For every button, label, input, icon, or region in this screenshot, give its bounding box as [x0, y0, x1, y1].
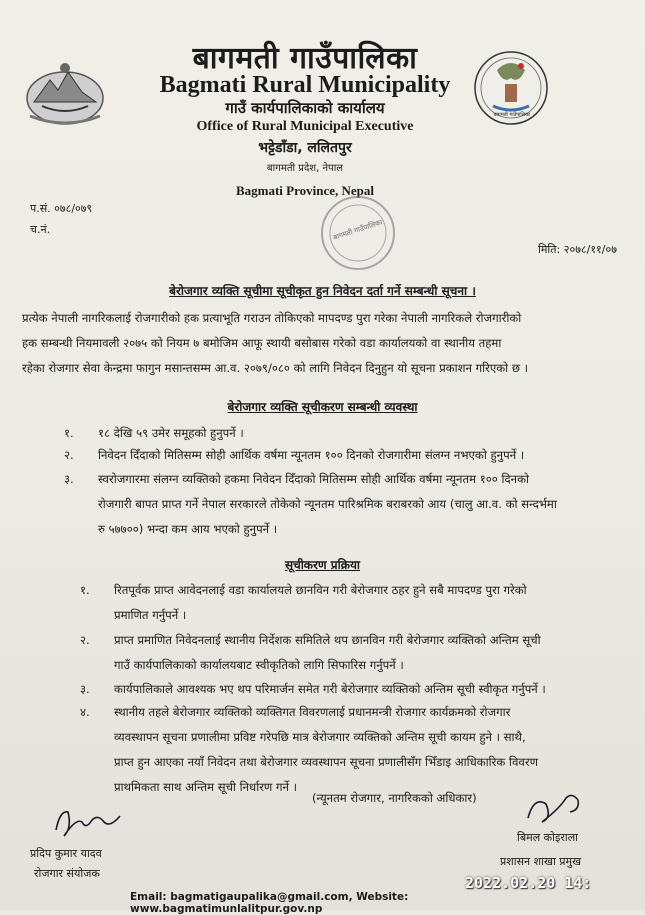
signatory-right-title: प्रशासन शाखा प्रमुख — [500, 855, 582, 868]
item-text: रोजगारी बापत प्राप्त गर्ने नेपाल सरकारले तोकेको न्यूनतम पारिश्रमिक बराबरको आय (चालु आ.व. को सन्दर्भमा — [98, 497, 557, 511]
email-link[interactable]: bagmatigaupalika@gmail.com, — [170, 891, 353, 903]
item-text: निवेदन दिँदाको मितिसम्म सोही आर्थिक वर्षमा न्यूनतम १०० दिनको रोजगारीमा संलग्न नभएको हुनुपर्ने । — [98, 448, 525, 462]
item-number: २. — [80, 633, 90, 647]
notice-title: बेरोजगार व्यक्ति सूचीमा सूचीकृत हुन निवेदन दर्ता गर्ने सम्बन्धी सूचना । — [169, 284, 476, 298]
item-text: रितपूर्वक प्राप्त आवेदनलाई वडा कार्यालयले छानविन गरी बेरोजगार ठहर हुने सबै मापदण्ड पुरा गरेको — [114, 583, 527, 597]
item-number: २. — [64, 448, 74, 462]
paragraph-line: रहेका रोजगार सेवा केन्द्रमा फागुन मसान्तसम्म आ.व. २०७९/०८० को लागि निवेदन दिनुहुन यो सूचना प्रकाशन गरिएको छ । — [22, 361, 529, 375]
item-text: १८ देखि ५९ उमेर समूहको हुनुपर्ने । — [98, 426, 244, 440]
item-text: व्यवस्थापन सूचना प्रणालीमा प्रविष्ट गरेपछि मात्र बेरोजगार व्यक्तिको अन्तिम सूची कायम हुने । साथै, — [114, 730, 526, 744]
signatory-left-title: रोजगार संयोजक — [34, 867, 100, 880]
office-name-en: Office of Rural Municipal Executive — [196, 119, 414, 134]
list-item — [80, 578, 630, 628]
footer-contact — [130, 891, 530, 915]
logo-caption: बागमती गाउँपालिका — [493, 112, 531, 118]
list-item — [80, 700, 630, 800]
item-text: प्राप्त प्रमाणित निवेदनलाई स्थानीय निर्देशक समितिले थप छानविन गरी बेरोजगार व्यक्तिको अन्तिम सूची — [114, 633, 541, 647]
paragraph-line: प्रत्येक नेपाली नागरिकलाई रोजगारीको हक प्रत्याभूति गराउन तोकिएको मापदण्ड पुरा गरेका नेपाली नागरिकले रोजगारीको — [22, 311, 522, 325]
office-name-np: गाउँ कार्यपालिकाको कार्यालय — [225, 99, 385, 117]
item-text: रु ५७७००) भन्दा कम आय भएको हुनुपर्ने । — [98, 522, 278, 536]
item-number: ४. — [80, 705, 90, 719]
province-en: Bagmati Province, Nepal — [235, 183, 375, 198]
website-label: Website: — [356, 891, 409, 903]
signatory-left-name: प्रदिप कुमार यादव — [30, 847, 102, 860]
section1-heading: बेरोजगार व्यक्ति सूचीकरण सम्बन्धी व्यवस्था — [227, 400, 418, 414]
item-number: १. — [64, 426, 74, 440]
reference-number: प.सं. ०७८/०७९ — [30, 202, 93, 215]
notice-paragraph — [22, 306, 622, 381]
stamp-text: बागमती गाउँपालिका — [332, 218, 384, 242]
citation: (न्यूनतम रोजगार, नागरिकको अधिकार) — [312, 791, 477, 805]
section2-heading: सूचीकरण प्रक्रिया — [284, 558, 361, 572]
item-text: प्राथमिकता साथ अन्तिम सूची निर्धारण गर्ने । — [114, 780, 298, 794]
photo-timestamp: 2022.02.20 14: — [465, 874, 592, 892]
list-item — [80, 628, 630, 678]
municipality-name-en: Bagmati Rural Municipality — [159, 72, 451, 98]
item-number: ३. — [80, 682, 90, 696]
date: मिति: २०७८/११/०७ — [538, 243, 617, 256]
item-text: गाउँ कार्यपालिकाको कार्यालयबाट स्वीकृतिको लागि सिफारिस गर्नुपर्ने । — [114, 658, 404, 672]
item-text: कार्यपालिकाले आवश्यक भए थप परिमार्जन समेत गरी बेरोजगार व्यक्तिको अन्तिम सूची स्वीकृत गर्नुपर्ने । — [114, 682, 546, 696]
item-number: ३. — [64, 472, 74, 486]
list-item — [64, 443, 624, 468]
dispatch-number: च.नं. — [30, 223, 51, 236]
signatory-right-name: बिमल कोइराला — [517, 831, 579, 844]
item-text: स्थानीय तहले बेरोजगार व्यक्तिको व्यक्तिगत विवरणलाई प्रधानमन्त्री रोजगार कार्यक्रमको रोजगार — [114, 705, 511, 719]
item-number: १. — [80, 583, 90, 597]
item-text: प्राप्त हुन आएका नयाँ निवेदन तथा बेरोजगार व्यवस्थापन सूचना प्रणालीसँग भिँडाइ आधिकारिक विवरण — [114, 755, 538, 769]
item-text: स्वरोजगारमा संलग्न व्यक्तिको हकमा निवेदन दिँदाको मितिसम्म सोही आर्थिक वर्षमा न्यूनतम १०० दिनको — [98, 472, 529, 486]
signature-left-icon — [50, 800, 130, 840]
paragraph-line: हक सम्बन्धी नियमावली २०७५ को नियम ७ बमोजिम आफू स्थायी बसोबास गरेको वडा कार्यालयको वा स्थानीय तहमा — [22, 336, 502, 350]
province-np: बागमती प्रदेश, नेपाल — [266, 163, 344, 174]
nepal-emblem-icon — [24, 58, 106, 128]
signature-right-icon — [520, 788, 590, 828]
municipality-name-np: बागमती गाउँपालिका — [192, 41, 418, 76]
place-np: भट्टेडाँडा, ललितपुर — [258, 140, 352, 156]
email-label: Email: — [130, 891, 167, 903]
list-item — [80, 677, 630, 702]
website-link[interactable]: www.bagmatimunlalitpur.gov.np — [130, 903, 323, 915]
item-text: प्रमाणित गर्नुपर्ने । — [114, 608, 187, 622]
list-item — [64, 467, 624, 542]
